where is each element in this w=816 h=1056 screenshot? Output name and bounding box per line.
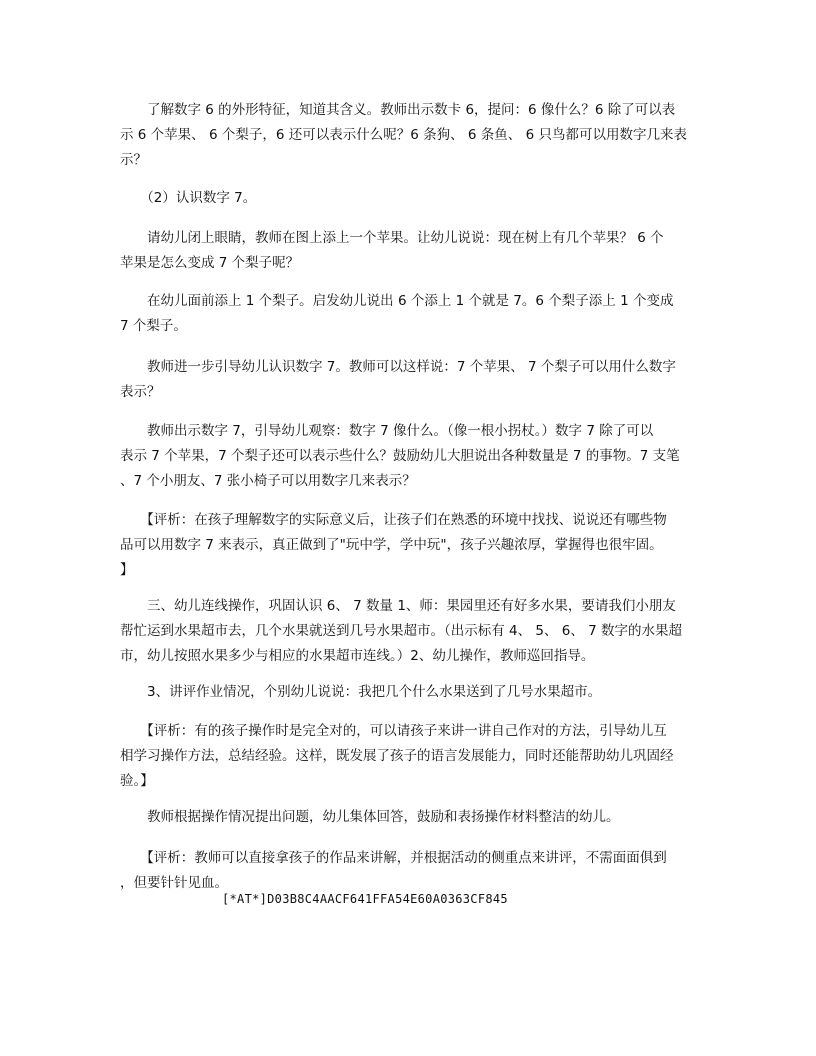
text-line: 表示 7 个苹果，7 个梨子还可以表示些什么？鼓励幼儿大胆说出各种数量是 7 的事物。7 支笔 (120, 448, 680, 464)
text-line: 7 个梨子。 (120, 318, 187, 334)
paragraph-review-work (120, 680, 700, 705)
text-line: 市，幼儿按照水果多少与相应的水果超市连线。）2、幼儿操作，教师巡回指导。 (120, 648, 595, 664)
text-line: 请幼儿闭上眼睛，教师在图上添上一个苹果。让幼儿说说：现在树上有几个苹果？ 6 个 (120, 230, 664, 246)
paragraph-comment-3 (120, 846, 700, 896)
text-line: 【评析：在孩子理解数字的实际意义后，让孩子们在熟悉的环境中找找、说说还有哪些物 (120, 512, 667, 528)
text-line: 表示？ (120, 384, 161, 400)
paragraph-comment-2 (120, 719, 700, 794)
paragraph-further-guide (120, 355, 700, 405)
text-line: 、7 个小朋友、7 张小椅子可以用数字几来表示？ (120, 473, 416, 489)
text-line: 】 (120, 562, 134, 578)
paragraph-comment-1 (120, 508, 700, 583)
text-line: ，但要针针见血。 (120, 875, 228, 891)
paragraph-matching-activity (120, 594, 700, 669)
text-line: 三、幼儿连线操作，巩固认识 6、 7 数量 1、师：果园里还有好多水果，要请我们小朋友 (120, 598, 676, 614)
text-line: 相学习操作方法，总结经验。这样，既发展了孩子的语言发展能力，同时还能帮助幼儿巩固经 (120, 748, 674, 764)
text-line: 品可以用数字 7 来表示，真正做到了"玩中学，学中玩"，孩子兴趣浓厚，掌握得也很牢固。 (120, 537, 663, 553)
text-line: 在幼儿面前添上 1 个梨子。启发幼儿说出 6 个添上 1 个就是 7。6 个梨子添上 1 个变成 (120, 293, 674, 309)
paragraph-recognize-7-heading (120, 186, 700, 211)
text-line: 3、讲评作业情况，个别幼儿说说：我把几个什么水果送到了几号水果超市。 (120, 684, 602, 700)
paragraph-number-6-intro (120, 98, 700, 173)
text-line: 示？ (120, 152, 147, 168)
text-line: 教师进一步引导幼儿认识数字 7。教师可以这样说：7 个苹果、 7 个梨子可以用什么数字 (120, 359, 676, 375)
text-line: 【评析：教师可以直接拿孩子的作品来讲解，并根据活动的侧重点来讲评，不需面面俱到 (120, 850, 667, 866)
document-id-code: [*AT*]D03B8C4AACF641FFA54E60A0363CF845 (222, 892, 508, 906)
text-line: 苹果是怎么变成 7 个梨子呢？ (120, 255, 300, 271)
text-line: （2）认识数字 7。 (120, 190, 257, 206)
paragraph-show-number-7 (120, 419, 700, 494)
paragraph-add-pear (120, 289, 700, 339)
text-line: 教师根据操作情况提出问题，幼儿集体回答，鼓励和表扬操作材料整洁的幼儿。 (120, 809, 620, 825)
text-line: 【评析：有的孩子操作时是完全对的，可以请孩子来讲一讲自己作对的方法，引导幼儿互 (120, 723, 667, 739)
text-line: 了解数字 6 的外形特征，知道其含义。教师出示数卡 6，提问：6 像什么？6 除了可以表 (120, 102, 676, 118)
text-line: 示 6 个苹果、 6 个梨子，6 还可以表示什么呢？6 条狗、 6 条鱼、 6 只鸟都可以用数字几来表 (120, 127, 687, 143)
paragraph-teacher-questions (120, 805, 700, 830)
text-line: 帮忙运到水果超市去，几个水果就送到几号水果超市。（出示标有 4、 5、 6、 7 数字的水果超 (120, 623, 683, 639)
paragraph-close-eyes (120, 226, 700, 276)
text-line: 验。】 (120, 773, 154, 789)
text-line: 教师出示数字 7，引导幼儿观察：数字 7 像什么。（像一根小拐杖。）数字 7 除了可以 (120, 423, 654, 439)
